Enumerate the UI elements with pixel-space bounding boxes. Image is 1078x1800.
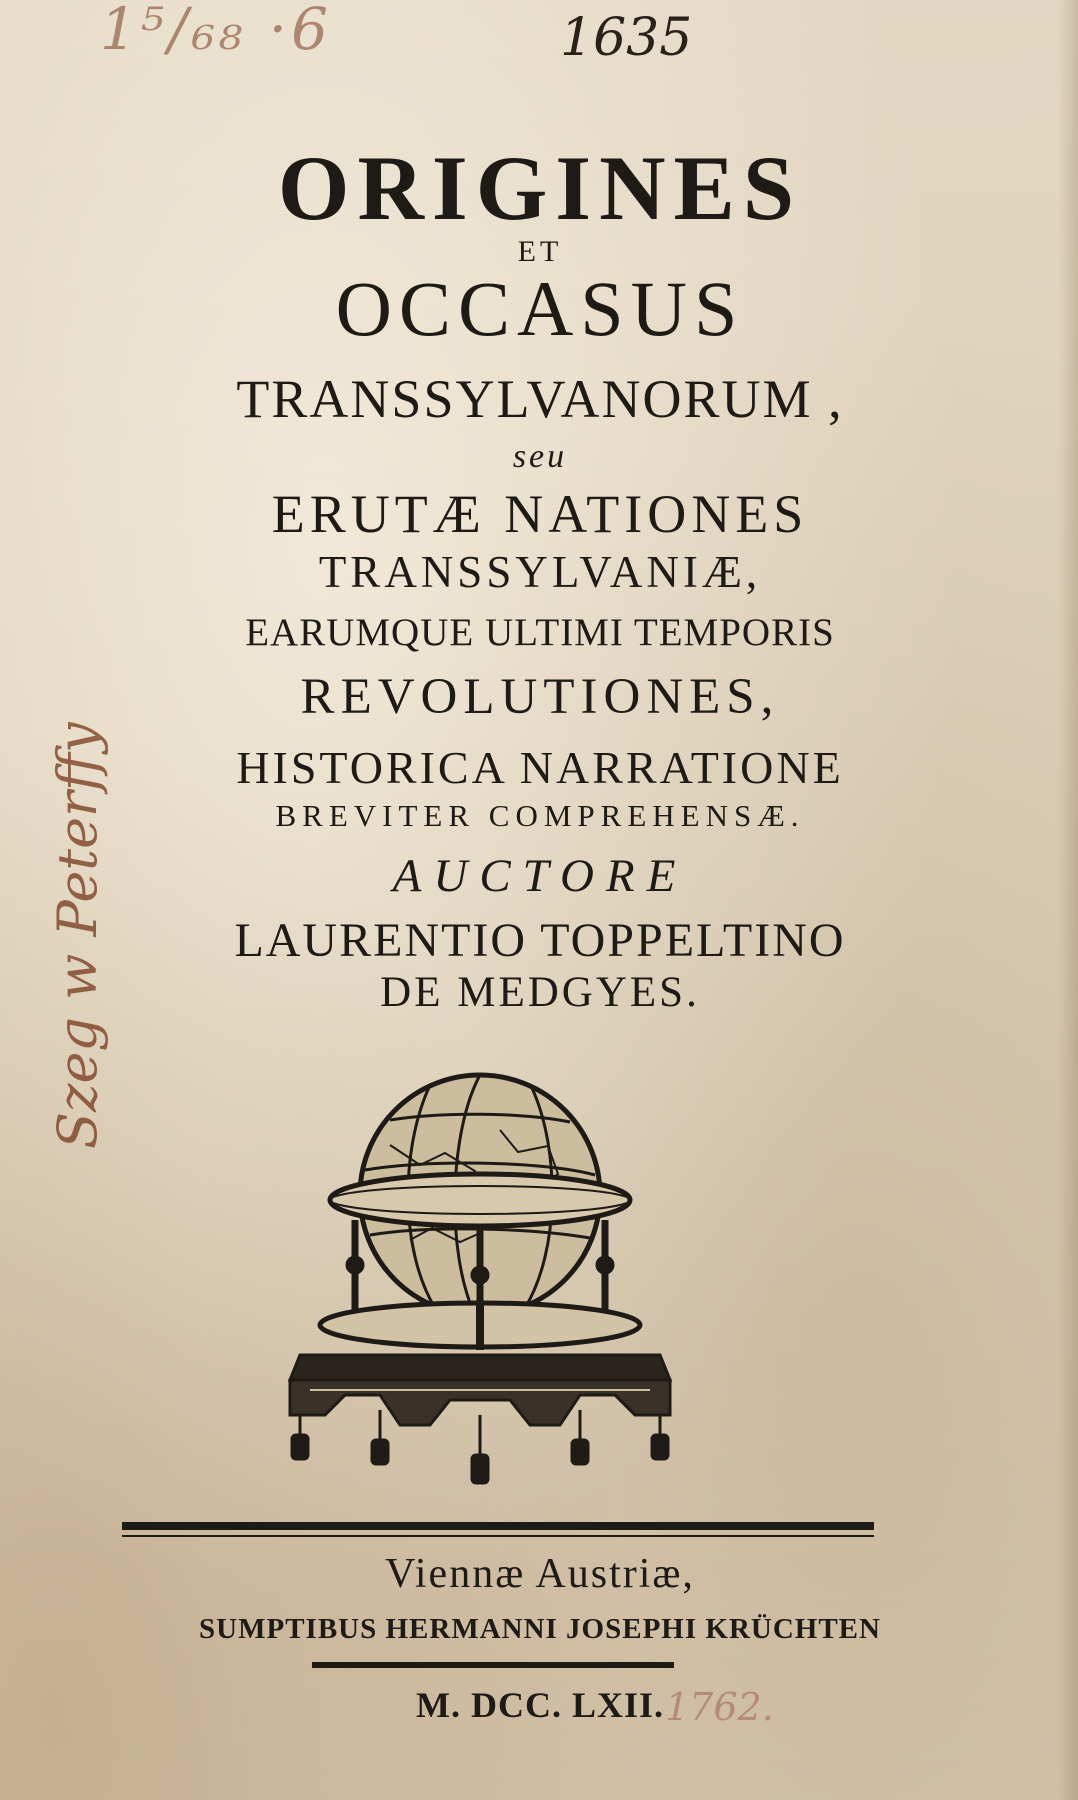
title-word-transsylvanorum: TRANSSYLVANORUM ,: [236, 369, 844, 429]
author-name: LAURENTIO TOPPELTINO: [234, 914, 846, 967]
page-edge-shadow: [1058, 0, 1078, 1800]
title-word-origines: ORIGINES: [277, 137, 803, 239]
author-label: AUCTORE: [392, 850, 688, 902]
title-line-erutae-nationes: ERUTÆ NATIONES: [271, 484, 809, 544]
title-word-seu: seu: [512, 438, 568, 475]
author-origin: DE MEDGYES.: [380, 969, 700, 1016]
title-word-occasus: OCCASUS: [335, 265, 745, 352]
imprint-rule-thin: [122, 1535, 874, 1537]
imprint-place: Viennæ Austriæ,: [385, 1551, 695, 1597]
imprint-year: M. DCC. LXII.: [415, 1685, 664, 1725]
title-line-breviter: BREVITER COMPREHENSÆ.: [275, 798, 805, 833]
handwritten-margin-signature: Szeg w Peterffy: [46, 722, 109, 1149]
title-word-et: ET: [517, 235, 563, 268]
title-line-revolutiones: REVOLUTIONES,: [300, 669, 780, 725]
imprint-rule-thick: [122, 1522, 874, 1530]
title-line-earumque: EARUMQUE ULTIMI TEMPORIS: [245, 611, 835, 654]
globe-on-stand-icon: [270, 1050, 690, 1490]
title-line-transsylvaniae: TRANSSYLVANIÆ,: [318, 547, 762, 597]
imprint-rule-bottom: [312, 1662, 674, 1668]
handwritten-shelfmark: 1⁵/₆₈ ·6: [100, 0, 332, 63]
imprint-publisher: SUMPTIBUS HERMANNI JOSEPHI KRÜCHTEN: [199, 1613, 881, 1645]
title-line-historica-narratione: HISTORICA NARRATIONE: [236, 742, 844, 793]
handwritten-year-note: 1762.: [665, 1685, 774, 1729]
handwritten-number: 1635: [560, 8, 693, 68]
